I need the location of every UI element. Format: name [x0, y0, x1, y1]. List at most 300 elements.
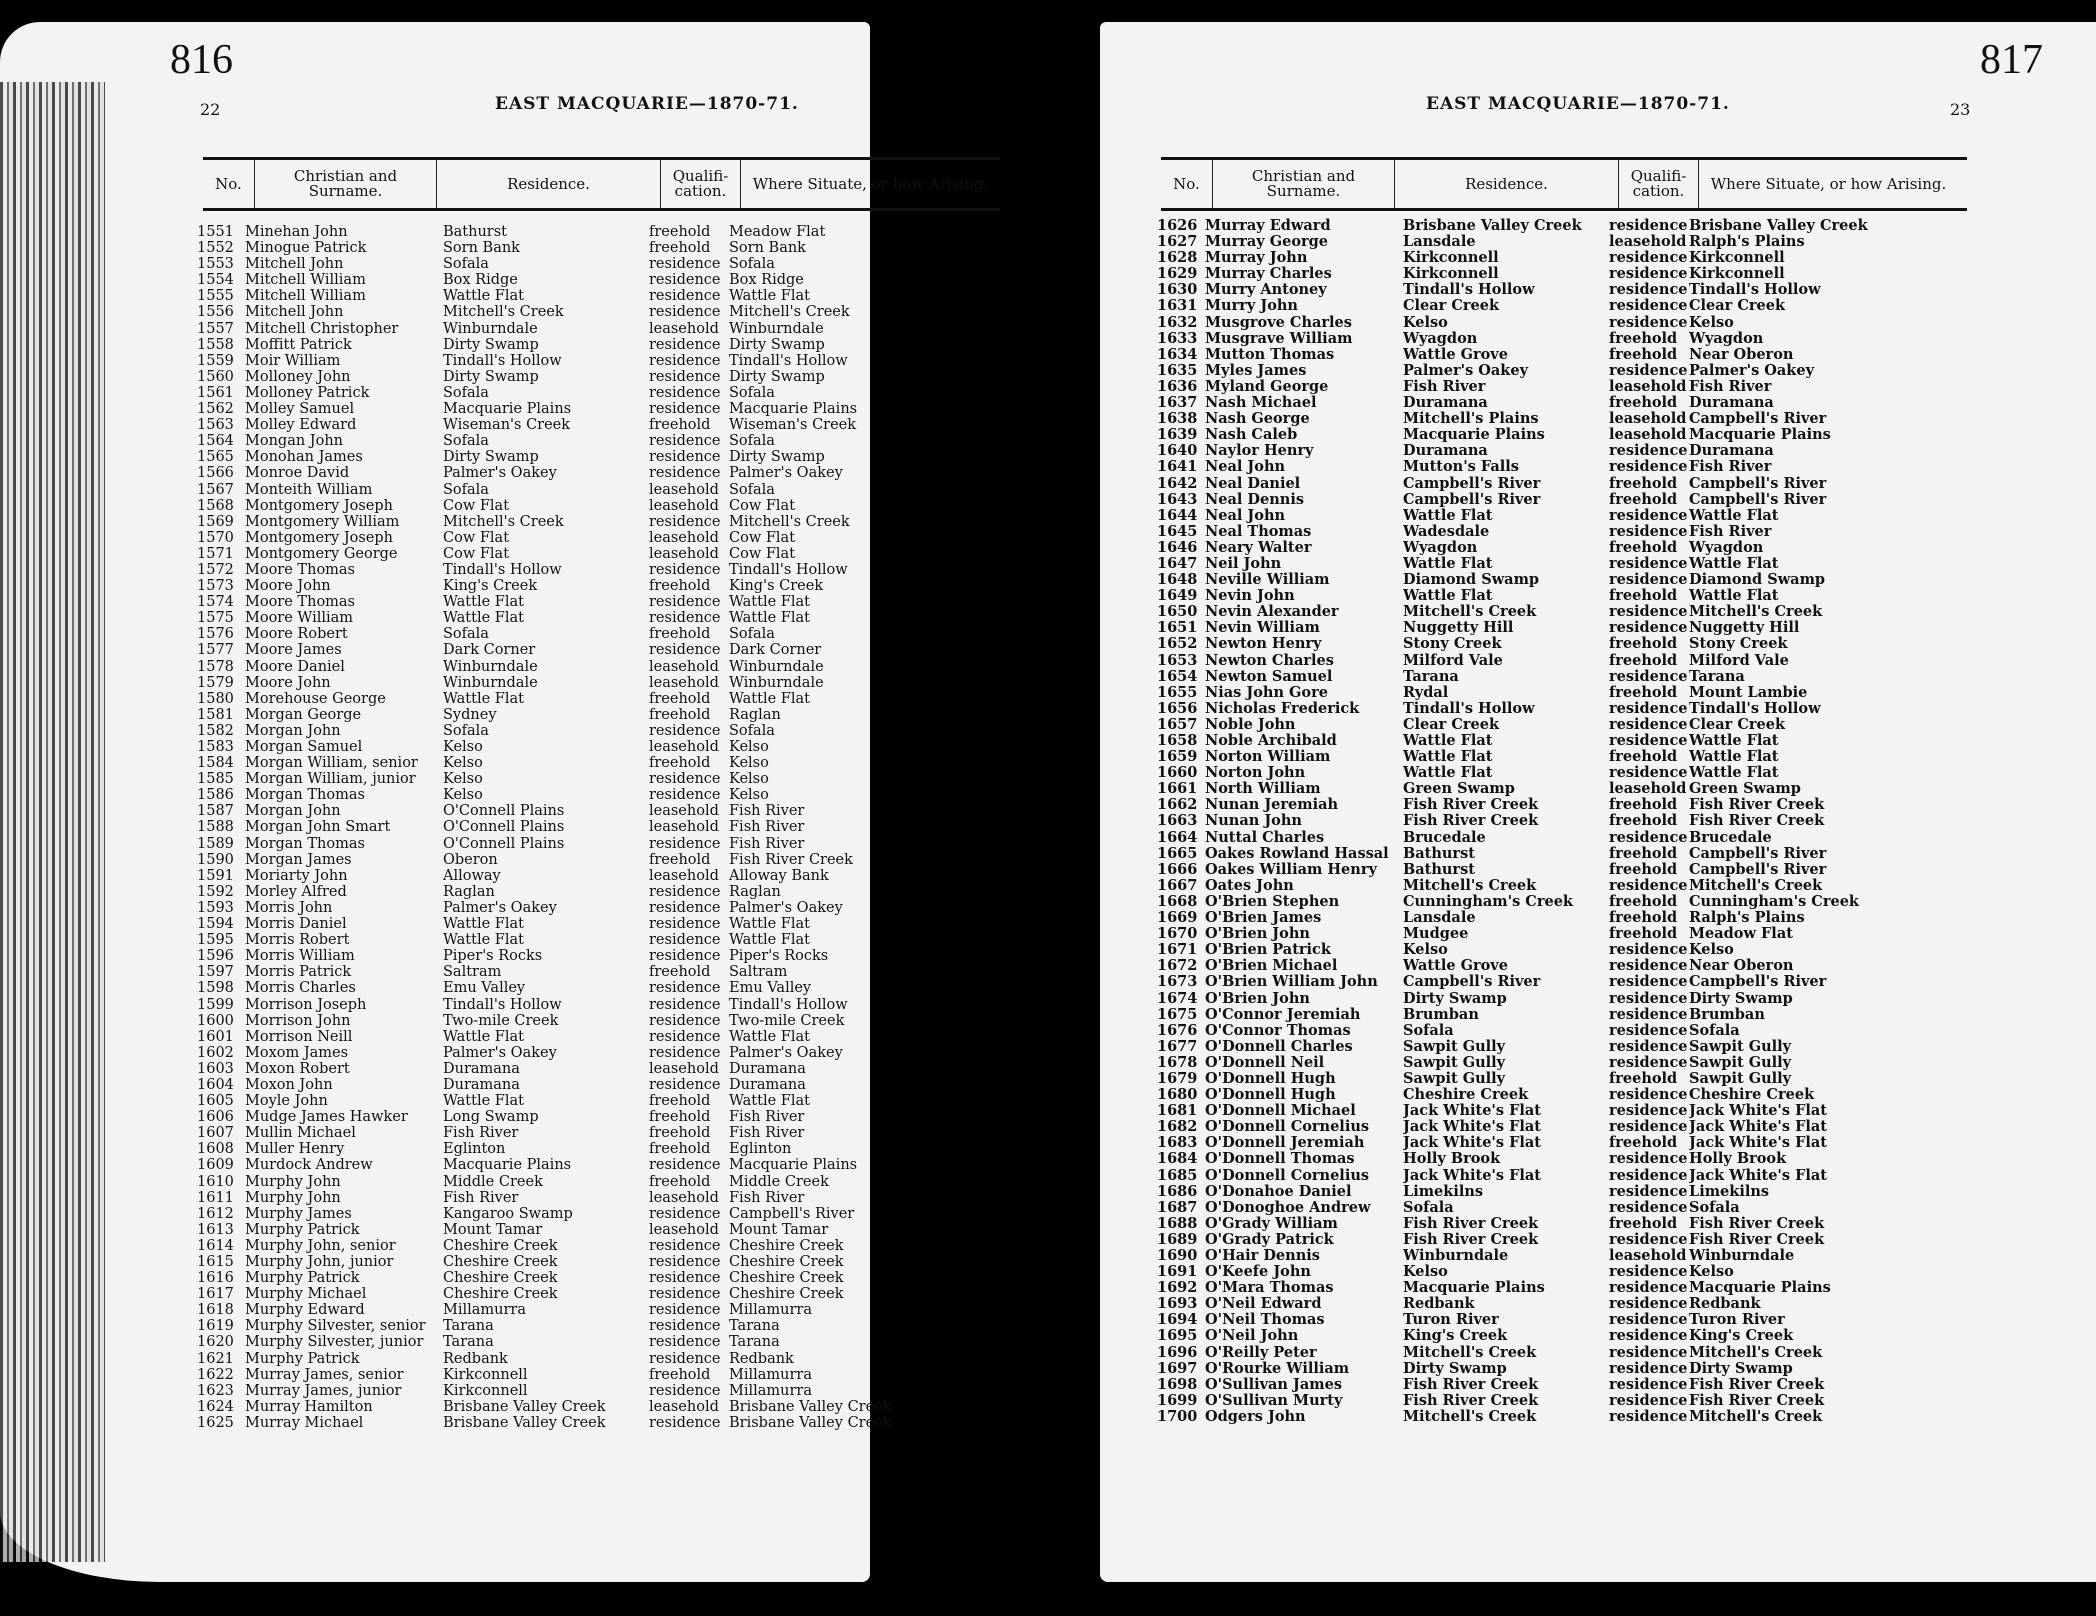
cell-voter-name: Murray Edward: [1205, 218, 1331, 234]
cell-residence: Turon River: [1403, 1312, 1499, 1329]
cell-entry-number: 1635: [1157, 362, 1198, 379]
table-row: [1157, 540, 1939, 556]
cell-voter-name: Molley Samuel: [245, 401, 355, 418]
cell-qualification: freehold: [649, 1366, 711, 1383]
cell-voter-name: Odgers John: [1205, 1408, 1306, 1425]
cell-residence: Cheshire Creek: [1403, 1087, 1529, 1104]
cell-where-situate: Duramana: [729, 1060, 806, 1077]
cell-entry-number: 1698: [1157, 1376, 1198, 1393]
cell-where-situate: Dirty Swamp: [729, 368, 825, 385]
cell-voter-name: O'Donnell Charles: [1205, 1038, 1353, 1055]
cell-residence: O'Connell Plains: [443, 819, 565, 836]
table-row: [197, 337, 979, 353]
cell-qualification: residence: [1609, 620, 1688, 637]
cell-qualification: leasehold: [649, 1060, 719, 1077]
cell-entry-number: 1670: [1157, 926, 1198, 943]
cell-residence: Brumban: [1403, 1006, 1479, 1023]
cell-entry-number: 1554: [197, 272, 234, 289]
cell-where-situate: Fish River Creek: [1689, 1392, 1825, 1409]
cell-voter-name: O'Brien Michael: [1205, 958, 1338, 975]
cell-residence: Mitchell's Creek: [1403, 877, 1537, 894]
table-row: [197, 288, 979, 304]
page-number: 22: [200, 100, 221, 119]
cell-entry-number: 1572: [197, 561, 234, 578]
cell-where-situate: Wattle Flat: [729, 1028, 810, 1045]
cell-residence: Palmer's Oakey: [443, 1044, 557, 1061]
cell-residence: Brisbane Valley Creek: [443, 1414, 606, 1431]
cell-where-situate: Turon River: [1689, 1312, 1785, 1329]
table-row: [1157, 508, 1939, 524]
table-row: [1157, 749, 1939, 765]
cell-qualification: freehold: [649, 851, 711, 868]
cell-residence: Dirty Swamp: [443, 336, 539, 353]
cell-residence: Mitchell's Creek: [443, 304, 564, 321]
cell-entry-number: 1651: [1157, 620, 1198, 637]
cell-qualification: freehold: [1609, 861, 1678, 878]
cell-qualification: leasehold: [649, 867, 719, 884]
cell-residence: Redbank: [443, 1350, 508, 1367]
header-where-situate: Where Situate, or how Arising.: [752, 174, 989, 193]
cell-residence: Kirkconnell: [443, 1366, 528, 1383]
cell-entry-number: 1569: [197, 513, 234, 530]
cell-residence: Winburndale: [443, 320, 538, 337]
cell-residence: Tarana: [1403, 668, 1459, 685]
cell-entry-number: 1574: [197, 594, 234, 611]
cell-entry-number: 1562: [197, 401, 234, 418]
cell-entry-number: 1624: [197, 1398, 234, 1415]
cell-where-situate: Palmer's Oakey: [729, 899, 843, 916]
cell-residence: Mitchell's Creek: [1403, 604, 1537, 621]
cell-entry-number: 1644: [1157, 507, 1198, 524]
cell-residence: Cunningham's Creek: [1403, 893, 1573, 910]
cell-where-situate: Wyagdon: [1689, 330, 1764, 347]
cell-qualification: freehold: [1609, 588, 1678, 605]
cell-voter-name: Murray James, senior: [245, 1366, 404, 1383]
cell-voter-name: O'Neil Edward: [1205, 1296, 1322, 1313]
cell-qualification: freehold: [1609, 813, 1678, 830]
cell-voter-name: Morgan John Smart: [245, 819, 391, 836]
cell-qualification: freehold: [649, 1141, 711, 1158]
cell-qualification: residence: [649, 304, 721, 321]
cell-entry-number: 1692: [1157, 1280, 1198, 1297]
cell-where-situate: Raglan: [729, 706, 781, 723]
cell-residence: Raglan: [443, 883, 495, 900]
table-row: [1157, 1248, 1939, 1264]
cell-where-situate: Wattle Flat: [729, 1093, 810, 1110]
table-row: [197, 723, 979, 739]
cell-residence: Long Swamp: [443, 1109, 539, 1126]
cell-entry-number: 1679: [1157, 1070, 1198, 1087]
cell-voter-name: Murry John: [1205, 298, 1298, 315]
table-row: [197, 401, 979, 417]
cell-voter-name: Murray John: [1205, 250, 1308, 267]
cell-where-situate: Sofala: [729, 481, 775, 498]
cell-residence: Dirty Swamp: [1403, 1360, 1507, 1377]
table-row: [1157, 1393, 1939, 1409]
cell-qualification: freehold: [1609, 330, 1678, 347]
cell-entry-number: 1663: [1157, 813, 1198, 830]
cell-voter-name: Moir William: [245, 352, 341, 369]
table-row: [197, 514, 979, 530]
cell-entry-number: 1690: [1157, 1248, 1198, 1264]
cell-qualification: residence: [1609, 1022, 1688, 1039]
cell-residence: Dirty Swamp: [443, 449, 539, 466]
cell-where-situate: Tindall's Hollow: [1689, 282, 1821, 299]
cell-qualification: residence: [649, 722, 721, 739]
table-row: [197, 610, 979, 626]
cell-qualification: residence: [649, 384, 721, 401]
cell-voter-name: O'Grady Patrick: [1205, 1231, 1334, 1248]
cell-qualification: residence: [649, 1044, 721, 1061]
cell-voter-name: Murphy Patrick: [245, 1350, 360, 1367]
table-row: [197, 304, 979, 320]
cell-qualification: leasehold: [649, 481, 719, 498]
cell-where-situate: Palmer's Oakey: [729, 1044, 843, 1061]
cell-voter-name: Monohan James: [245, 449, 363, 466]
cell-residence: Tarana: [443, 1334, 494, 1351]
cell-qualification: leasehold: [1609, 378, 1687, 395]
table-row: [197, 1157, 979, 1173]
cell-entry-number: 1594: [197, 916, 234, 933]
table-row: [197, 997, 979, 1013]
cell-qualification: residence: [649, 594, 721, 611]
cell-voter-name: O'Donnell Cornelius: [1205, 1119, 1370, 1136]
cell-qualification: residence: [1609, 1296, 1688, 1313]
table-row: [1157, 556, 1939, 572]
cell-residence: Cow Flat: [443, 497, 510, 514]
cell-voter-name: Oates John: [1205, 877, 1294, 894]
cell-qualification: residence: [649, 980, 721, 997]
cell-residence: Mutton's Falls: [1403, 459, 1519, 476]
cell-where-situate: Wattle Flat: [729, 610, 810, 627]
cell-where-situate: Kelso: [729, 739, 769, 755]
cell-qualification: residence: [1609, 1328, 1688, 1345]
cell-where-situate: Holly Brook: [1689, 1151, 1787, 1168]
cell-voter-name: Morgan George: [245, 706, 362, 723]
cell-where-situate: Near Oberon: [1689, 958, 1794, 975]
cell-residence: Sorn Bank: [443, 240, 520, 257]
header-qualification: Qualifi-cation.: [1619, 160, 1699, 208]
cell-where-situate: Cow Flat: [729, 497, 796, 514]
cell-where-situate: Dirty Swamp: [1689, 990, 1793, 1007]
cell-entry-number: 1657: [1157, 716, 1198, 733]
cell-voter-name: O'Connor Thomas: [1205, 1022, 1351, 1039]
cell-residence: Macquarie Plains: [443, 401, 572, 418]
table-row: [1157, 492, 1939, 508]
cell-voter-name: Norton John: [1205, 765, 1306, 782]
table-row: [197, 626, 979, 642]
cell-residence: Fish River: [443, 1189, 519, 1206]
cell-where-situate: Fish River: [1689, 523, 1772, 540]
cell-where-situate: Palmer's Oakey: [729, 465, 843, 482]
cell-qualification: freehold: [649, 1125, 711, 1142]
cell-qualification: residence: [1609, 829, 1688, 846]
cell-qualification: residence: [1609, 716, 1688, 733]
table-row: [1157, 298, 1939, 314]
table-row: [1157, 395, 1939, 411]
table-row: [197, 385, 979, 401]
cell-entry-number: 1650: [1157, 604, 1198, 621]
cell-qualification: residence: [649, 288, 721, 305]
cell-voter-name: Nunan John: [1205, 813, 1302, 830]
cell-entry-number: 1601: [197, 1028, 234, 1045]
cell-residence: O'Connell Plains: [443, 835, 565, 852]
cell-entry-number: 1625: [197, 1414, 234, 1431]
table-row: [197, 1254, 979, 1270]
cell-residence: Wadesdale: [1403, 523, 1490, 540]
cell-voter-name: Murphy Patrick: [245, 1221, 360, 1238]
cell-entry-number: 1580: [197, 690, 234, 707]
cell-where-situate: Wattle Flat: [1689, 765, 1779, 782]
table-row: [197, 852, 979, 868]
cell-qualification: leasehold: [1609, 411, 1687, 428]
cell-entry-number: 1660: [1157, 765, 1198, 782]
cell-qualification: leasehold: [649, 1221, 719, 1238]
cell-qualification: residence: [1609, 604, 1688, 621]
cell-voter-name: Murphy James: [245, 1205, 352, 1222]
cell-voter-name: Morris Charles: [245, 980, 356, 997]
table-row: [1157, 942, 1939, 958]
cell-where-situate: Brucedale: [1689, 829, 1772, 846]
table-row: [197, 771, 979, 787]
table-row: [197, 1334, 979, 1350]
table-row: [197, 1351, 979, 1367]
cell-entry-number: 1672: [1157, 958, 1198, 975]
cell-entry-number: 1564: [197, 433, 234, 450]
cell-entry-number: 1595: [197, 932, 234, 949]
cell-residence: Sofala: [1403, 1022, 1454, 1039]
table-row: [197, 1238, 979, 1254]
cell-where-situate: Macquarie Plains: [729, 1157, 858, 1174]
table-row: [1157, 1377, 1939, 1393]
cell-entry-number: 1632: [1157, 314, 1198, 331]
cell-entry-number: 1668: [1157, 893, 1198, 910]
cell-residence: Kelso: [443, 739, 483, 755]
cell-residence: Fish River Creek: [1403, 1392, 1539, 1409]
cell-qualification: residence: [649, 1012, 721, 1029]
cell-residence: Wyagdon: [1403, 539, 1478, 556]
cell-qualification: residence: [1609, 877, 1688, 894]
cell-where-situate: Ralph's Plains: [1689, 910, 1805, 927]
cell-voter-name: Oakes William Henry: [1205, 861, 1377, 878]
cell-qualification: residence: [1609, 298, 1688, 315]
cell-where-situate: Mitchell's Creek: [1689, 877, 1823, 894]
table-row: [1157, 1071, 1939, 1087]
cell-residence: Duramana: [443, 1076, 520, 1093]
cell-voter-name: Morgan William, junior: [245, 771, 416, 788]
cell-where-situate: Tindall's Hollow: [729, 352, 848, 369]
cell-residence: Wattle Flat: [1403, 765, 1493, 782]
cell-qualification: residence: [649, 449, 721, 466]
cell-entry-number: 1689: [1157, 1231, 1198, 1248]
cell-qualification: freehold: [649, 1173, 711, 1190]
table-row: [197, 1383, 979, 1399]
cell-voter-name: Naylor Henry: [1205, 443, 1314, 460]
cell-entry-number: 1675: [1157, 1006, 1198, 1023]
cell-qualification: freehold: [649, 224, 711, 240]
cell-qualification: residence: [1609, 1054, 1688, 1071]
book-page-edges: [0, 82, 105, 1562]
cell-qualification: residence: [1609, 1408, 1688, 1425]
cell-residence: Wattle Flat: [443, 690, 524, 707]
table-row: [197, 578, 979, 594]
cell-where-situate: Campbell's River: [1689, 845, 1827, 862]
cell-qualification: residence: [1609, 1392, 1688, 1409]
cell-qualification: freehold: [1609, 684, 1678, 701]
cell-voter-name: O'Donnell Hugh: [1205, 1087, 1336, 1104]
cell-entry-number: 1626: [1157, 218, 1198, 234]
table-row: [197, 980, 979, 996]
cell-where-situate: Piper's Rocks: [729, 948, 829, 965]
cell-qualification: residence: [1609, 459, 1688, 476]
cell-residence: Sofala: [443, 433, 489, 450]
cell-voter-name: Nash Michael: [1205, 395, 1317, 412]
cell-voter-name: Moffitt Patrick: [245, 336, 352, 353]
cell-where-situate: Macquarie Plains: [729, 401, 858, 418]
cell-entry-number: 1593: [197, 899, 234, 916]
cell-entry-number: 1637: [1157, 395, 1198, 412]
cell-residence: Kirkconnell: [1403, 266, 1499, 283]
cell-residence: Two-mile Creek: [443, 1012, 559, 1029]
cell-voter-name: Murphy Michael: [245, 1286, 367, 1303]
cell-qualification: residence: [1609, 362, 1688, 379]
cell-voter-name: Neville William: [1205, 572, 1330, 589]
cell-residence: Duramana: [443, 1060, 520, 1077]
cell-voter-name: Neal John: [1205, 459, 1286, 476]
cell-where-situate: Brisbane Valley Creek: [729, 1414, 892, 1431]
cell-voter-name: Musgrave William: [1205, 330, 1353, 347]
cell-voter-name: Murphy Patrick: [245, 1270, 360, 1287]
cell-entry-number: 1577: [197, 642, 234, 659]
table-row: [1157, 701, 1939, 717]
cell-where-situate: Kelso: [729, 755, 769, 772]
cell-residence: Lansdale: [1403, 234, 1476, 251]
cell-qualification: residence: [649, 1028, 721, 1045]
cell-entry-number: 1694: [1157, 1312, 1198, 1329]
cell-qualification: residence: [649, 1334, 721, 1351]
cell-residence: Mudgee: [1403, 926, 1469, 943]
cell-entry-number: 1695: [1157, 1328, 1198, 1345]
cell-voter-name: Moore Thomas: [245, 594, 356, 611]
table-row: [1157, 411, 1939, 427]
cell-qualification: residence: [649, 1382, 721, 1399]
table-row: [197, 900, 979, 916]
cell-where-situate: Kelso: [1689, 942, 1734, 959]
table-row: [1157, 781, 1939, 797]
table-row: [1157, 878, 1939, 894]
table-row: [197, 755, 979, 771]
cell-qualification: residence: [649, 256, 721, 273]
cell-residence: Clear Creek: [1403, 298, 1500, 315]
cell-where-situate: Jack White's Flat: [1689, 1119, 1827, 1136]
cell-entry-number: 1659: [1157, 749, 1198, 766]
cell-where-situate: Kelso: [1689, 1264, 1734, 1281]
cell-entry-number: 1556: [197, 304, 234, 321]
cell-entry-number: 1604: [197, 1076, 234, 1093]
cell-where-situate: Sorn Bank: [729, 240, 806, 257]
cell-where-situate: Kirkconnell: [1689, 266, 1785, 283]
cell-residence: Tarana: [443, 1318, 494, 1335]
cell-entry-number: 1602: [197, 1044, 234, 1061]
cell-residence: Sofala: [443, 384, 489, 401]
cell-entry-number: 1587: [197, 803, 234, 820]
cell-qualification: residence: [649, 996, 721, 1013]
cell-residence: Macquarie Plains: [1403, 1280, 1545, 1297]
table-row: [1157, 379, 1939, 395]
cell-entry-number: 1636: [1157, 378, 1198, 395]
table-row: [197, 482, 979, 498]
table-row: [197, 1302, 979, 1318]
cell-voter-name: O'Rourke William: [1205, 1360, 1350, 1377]
cell-entry-number: 1573: [197, 578, 234, 595]
cell-residence: Cheshire Creek: [443, 1237, 558, 1254]
cell-voter-name: O'Brien John: [1205, 926, 1310, 943]
cell-entry-number: 1571: [197, 545, 234, 562]
table-row: [1157, 315, 1939, 331]
cell-entry-number: 1653: [1157, 652, 1198, 669]
cell-entry-number: 1578: [197, 658, 234, 675]
cell-entry-number: 1609: [197, 1157, 234, 1174]
cell-residence: Brisbane Valley Creek: [1403, 218, 1582, 234]
cell-residence: Tindall's Hollow: [443, 996, 562, 1013]
table-row: [1157, 1232, 1939, 1248]
cell-where-situate: Fish River Creek: [729, 851, 853, 868]
cell-voter-name: Morgan Thomas: [245, 835, 365, 852]
cell-voter-name: O'Keefe John: [1205, 1264, 1311, 1281]
cell-qualification: residence: [649, 1286, 721, 1303]
cell-where-situate: Sawpit Gully: [1689, 1054, 1792, 1071]
cell-residence: Rydal: [1403, 684, 1449, 701]
cell-where-situate: Alloway Bank: [729, 867, 829, 884]
cell-residence: Saltram: [443, 964, 502, 981]
cell-qualification: residence: [1609, 1119, 1688, 1136]
cell-entry-number: 1685: [1157, 1167, 1198, 1184]
cell-qualification: leasehold: [649, 819, 719, 836]
table-row: [197, 1125, 979, 1141]
cell-entry-number: 1616: [197, 1270, 234, 1287]
cell-residence: Oberon: [443, 851, 498, 868]
cell-voter-name: Moore John: [245, 674, 331, 691]
cell-qualification: leasehold: [649, 320, 719, 337]
cell-qualification: leasehold: [1609, 1248, 1687, 1264]
cell-voter-name: Minogue Patrick: [245, 240, 367, 257]
cell-qualification: residence: [649, 561, 721, 578]
cell-voter-name: Murphy Silvester, senior: [245, 1318, 426, 1335]
cell-voter-name: Montgomery Joseph: [245, 497, 394, 514]
running-title: EAST MACQUARIE—1870-71.: [495, 94, 799, 114]
table-row: [1157, 572, 1939, 588]
cell-qualification: residence: [649, 352, 721, 369]
cell-qualification: residence: [1609, 282, 1688, 299]
cell-entry-number: 1623: [197, 1382, 234, 1399]
cell-residence: Fish River Creek: [1403, 1376, 1539, 1393]
cell-where-situate: Wattle Flat: [1689, 555, 1779, 572]
cell-entry-number: 1638: [1157, 411, 1198, 428]
cell-qualification: freehold: [1609, 395, 1678, 412]
cell-residence: Duramana: [1403, 395, 1488, 412]
cell-where-situate: Cheshire Creek: [729, 1254, 844, 1270]
cell-residence: Bathurst: [443, 224, 508, 240]
cell-voter-name: Monteith William: [245, 481, 373, 498]
cell-where-situate: Raglan: [729, 883, 781, 900]
cell-voter-name: Moore Robert: [245, 626, 348, 643]
cell-voter-name: O'Donnell Thomas: [1205, 1151, 1355, 1168]
cell-entry-number: 1631: [1157, 298, 1198, 315]
cell-entry-number: 1639: [1157, 427, 1198, 444]
table-row: [1157, 459, 1939, 475]
cell-entry-number: 1696: [1157, 1344, 1198, 1361]
cell-entry-number: 1575: [197, 610, 234, 627]
